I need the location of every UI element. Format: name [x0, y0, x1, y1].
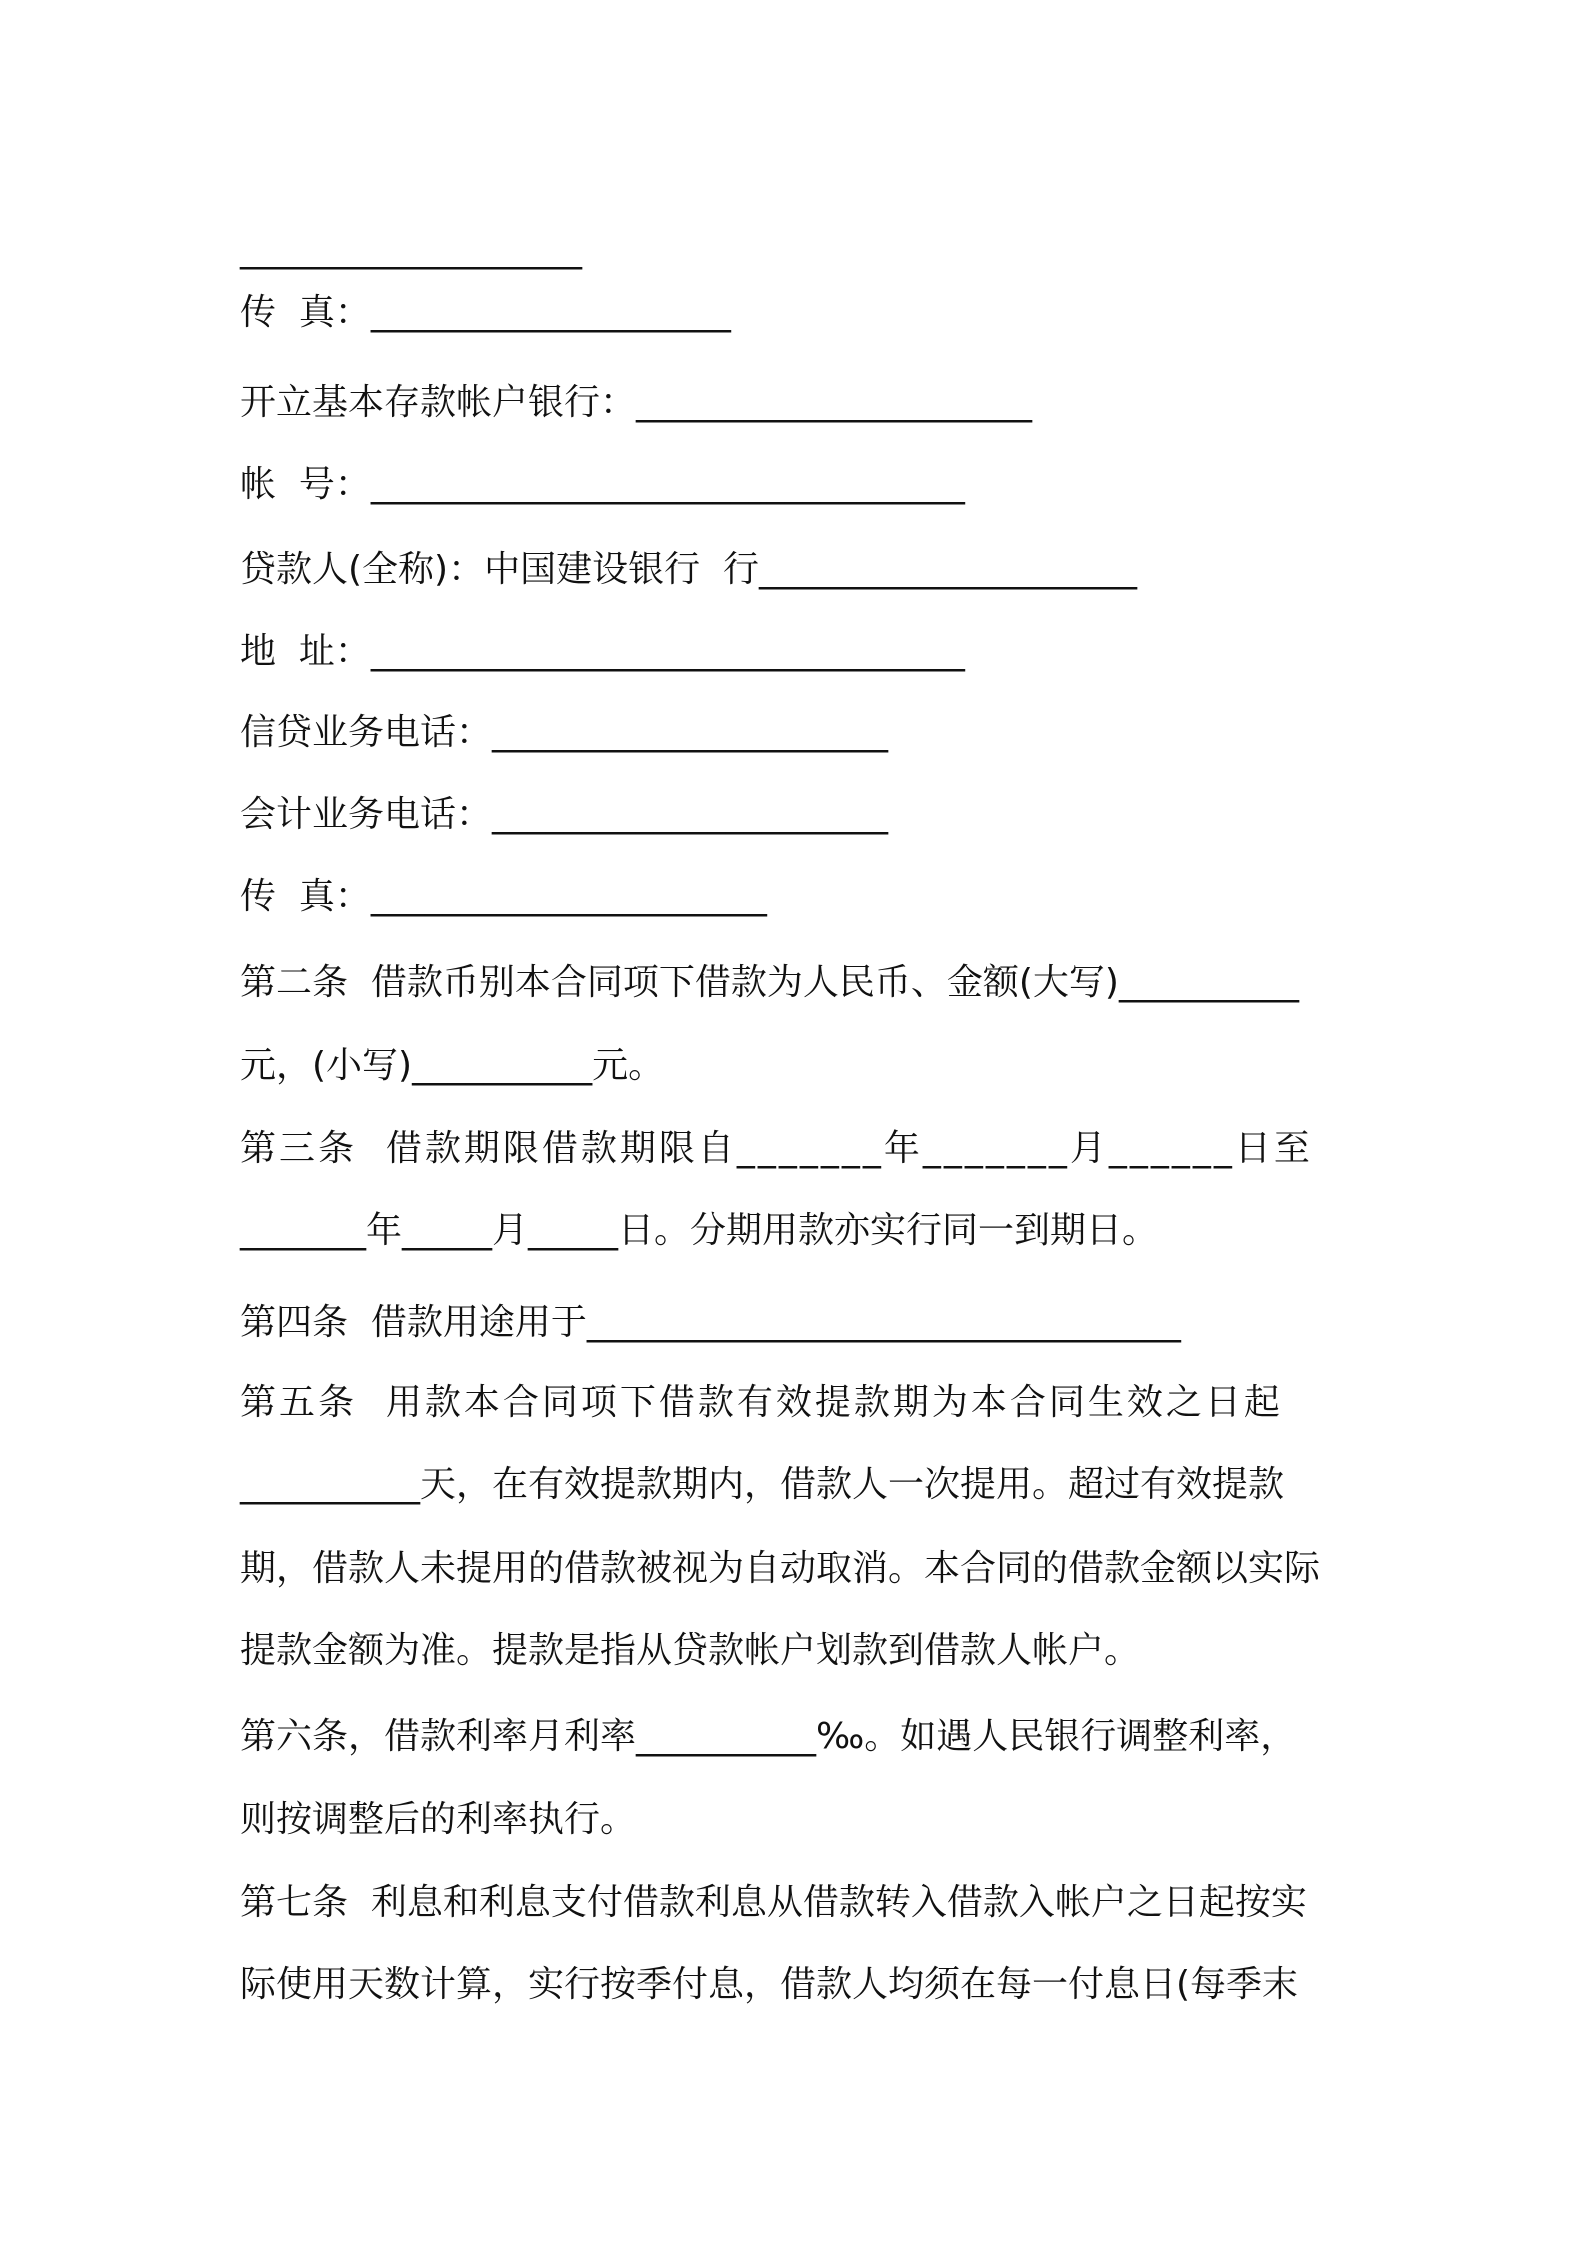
article-5-line-4: 提款金额为准。提款是指从贷款帐户划款到借款人帐户。: [240, 1630, 1141, 1671]
article-7-line-1: 第七条 利息和利息支付借款利息从借款转入借款入帐户之日起按实: [240, 1882, 1307, 1923]
account-number-line: 帐 号：_________________________________: [240, 464, 965, 505]
address-line: 地 址：_________________________________: [240, 631, 965, 672]
article-2-line-1: 第二条 借款币别本合同项下借款为人民币、金额(大写)__________: [240, 962, 1299, 1003]
article-6-line-2: 则按调整后的利率执行。: [240, 1799, 637, 1840]
article-7-line-2: 际使用天数计算，实行按季付息，借款人均须在每一付息日(每季末: [240, 1964, 1299, 2005]
article-2-line-2: 元，(小写)__________元。: [240, 1045, 665, 1086]
lender-name-line: 贷款人(全称)：中国建设银行 行_____________________: [240, 549, 1137, 590]
blank-line: ___________________: [240, 229, 582, 270]
article-3-line-2: _______年_____月_____日。分期用款亦实行同一到期日。: [240, 1210, 1159, 1251]
fax-line-2: 传 真：______________________: [240, 876, 767, 917]
bank-account-opening-line: 开立基本存款帐户银行：______________________: [240, 382, 1033, 423]
accounting-phone-line: 会计业务电话：______________________: [240, 794, 889, 835]
article-5-line-1: 第五条 用款本合同项下借款有效提款期为本合同生效之日起: [240, 1382, 1283, 1423]
article-6-line-1: 第六条，借款利率月利率__________‰。如遇人民银行调整利率，: [240, 1716, 1297, 1757]
article-5-line-3: 期，借款人未提用的借款被视为自动取消。本合同的借款金额以实际: [240, 1548, 1321, 1589]
article-4-line: 第四条 借款用途用于_________________________________: [240, 1302, 1181, 1343]
article-3-line-1: 第三条 借款期限借款期限自_______年_______月______日至: [240, 1128, 1313, 1169]
credit-phone-line: 信贷业务电话：______________________: [240, 712, 889, 753]
fax-line-1: 传 真：____________________: [240, 292, 731, 333]
article-5-line-2: __________天，在有效提款期内，借款人一次提用。超过有效提款: [240, 1464, 1285, 1505]
